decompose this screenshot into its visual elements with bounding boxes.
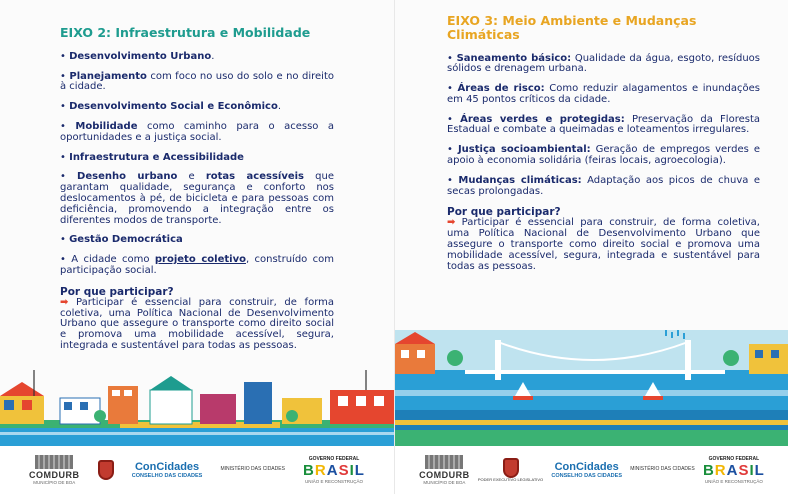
eixo-2-content <box>60 26 334 352</box>
list-item: • A cidade como projeto coletivo, construído com participação social. <box>60 254 335 276</box>
list-item: • Desenvolvimento Urbano. <box>60 50 215 62</box>
arrow-right-icon: ➡ <box>60 296 69 308</box>
governo-federal-logo: GOVERNO FEDERAL BRASIL UNIÃO E RECONSTRUÇÃO <box>303 456 365 484</box>
concidades-logo: ConCidades CONSELHO DAS CIDADES <box>131 461 203 479</box>
arrow-right-icon: ➡ <box>447 217 456 229</box>
eixo-3-title: EIXO 3: Meio Ambiente e Mudanças Climáticas <box>447 13 697 42</box>
governo-federal-logo: GOVERNO FEDERAL BRASIL UNIÃO E RECONSTRUÇÃO <box>702 456 765 484</box>
list-item: • Saneamento básico: Qualidade da água, esgoto, resíduos sólidos e drenagem urbana. <box>447 52 760 75</box>
list-item: • Áreas de risco: Como reduzir alagamentos e inundações em 45 pontos críticos da cidade. <box>447 83 760 105</box>
ministerio-logo: MINISTÉRIO DAS CIDADES <box>630 466 695 473</box>
eixo-3-content <box>447 14 760 272</box>
legislativo-logo: PODER EXECUTIVO LEGISLATIVO <box>478 458 543 482</box>
eixo-2-title: EIXO 2: Infraestrutura e Mobilidade <box>60 25 311 40</box>
list-item: • Desenho urbano e rotas acessíveis que garantam qualidade, segurança e conforto nos deslocamentos à pé, de bicicleta e para pessoas com deficiência, promovendo a integração entre os diferentes modos de transporte. <box>60 171 334 226</box>
municipal-crest-logo <box>98 460 114 480</box>
list-item: • Justiça socioambiental: Geração de empregos verdes e apoio à economia solidária (feiras locais, agroecologia). <box>447 144 760 167</box>
list-item: • Mudanças climáticas: Adaptação aos picos de chuva e secas prolongadas. <box>447 174 760 197</box>
partner-logos <box>395 446 788 494</box>
why-participate-title: Por que participar? <box>60 285 174 298</box>
list-item: • Desenvolvimento Social e Econômico. <box>60 101 282 113</box>
why-participate-text: ➡ Participar é essencial para construir, de forma coletiva, uma Política Nacional de Desenvolvimento Urbano que assegure o transporte como direito social e promova uma mobilidade acessível, segura, integrada e sustentável para todas as pessoas. <box>60 296 334 351</box>
list-item: • Planejamento com foco no uso do solo e no direito à cidade. <box>60 70 334 93</box>
list-item: • Infraestrutura e Acessibilidade <box>60 151 244 163</box>
why-participate-title: Por que participar? <box>447 206 561 219</box>
city-illustration <box>0 368 394 448</box>
ministerio-logo: MINISTÉRIO DAS CIDADES <box>220 466 285 473</box>
partner-logos <box>0 446 394 494</box>
comdurb-logo: COMDURB MUNICÍPIO DE BOA <box>419 455 470 485</box>
why-participate-text: ➡ Participar é essencial para construir, de forma coletiva, uma Política Nacional de Desenvolvimento Urbano que assegure o transporte como direito social e promova uma mobilidade acessível, segura, integrada e sustentável para todas as pessoas. <box>447 217 760 272</box>
concidades-logo: ConCidades CONSELHO DAS CIDADES <box>551 461 622 479</box>
list-item: • Áreas verdes e protegidas: Preservação da Floresta Estadual e combate a queimadas e loteamentos irregulares. <box>447 113 761 136</box>
bridge-illustration <box>395 330 788 446</box>
list-item: • Gestão Democrática <box>60 234 183 246</box>
comdurb-logo: COMDURB MUNICÍPIO DE BOA <box>29 455 80 485</box>
page-eixo-3 <box>394 0 788 494</box>
list-item: • Mobilidade como caminho para o acesso a oportunidades e a justiça social. <box>60 120 335 143</box>
